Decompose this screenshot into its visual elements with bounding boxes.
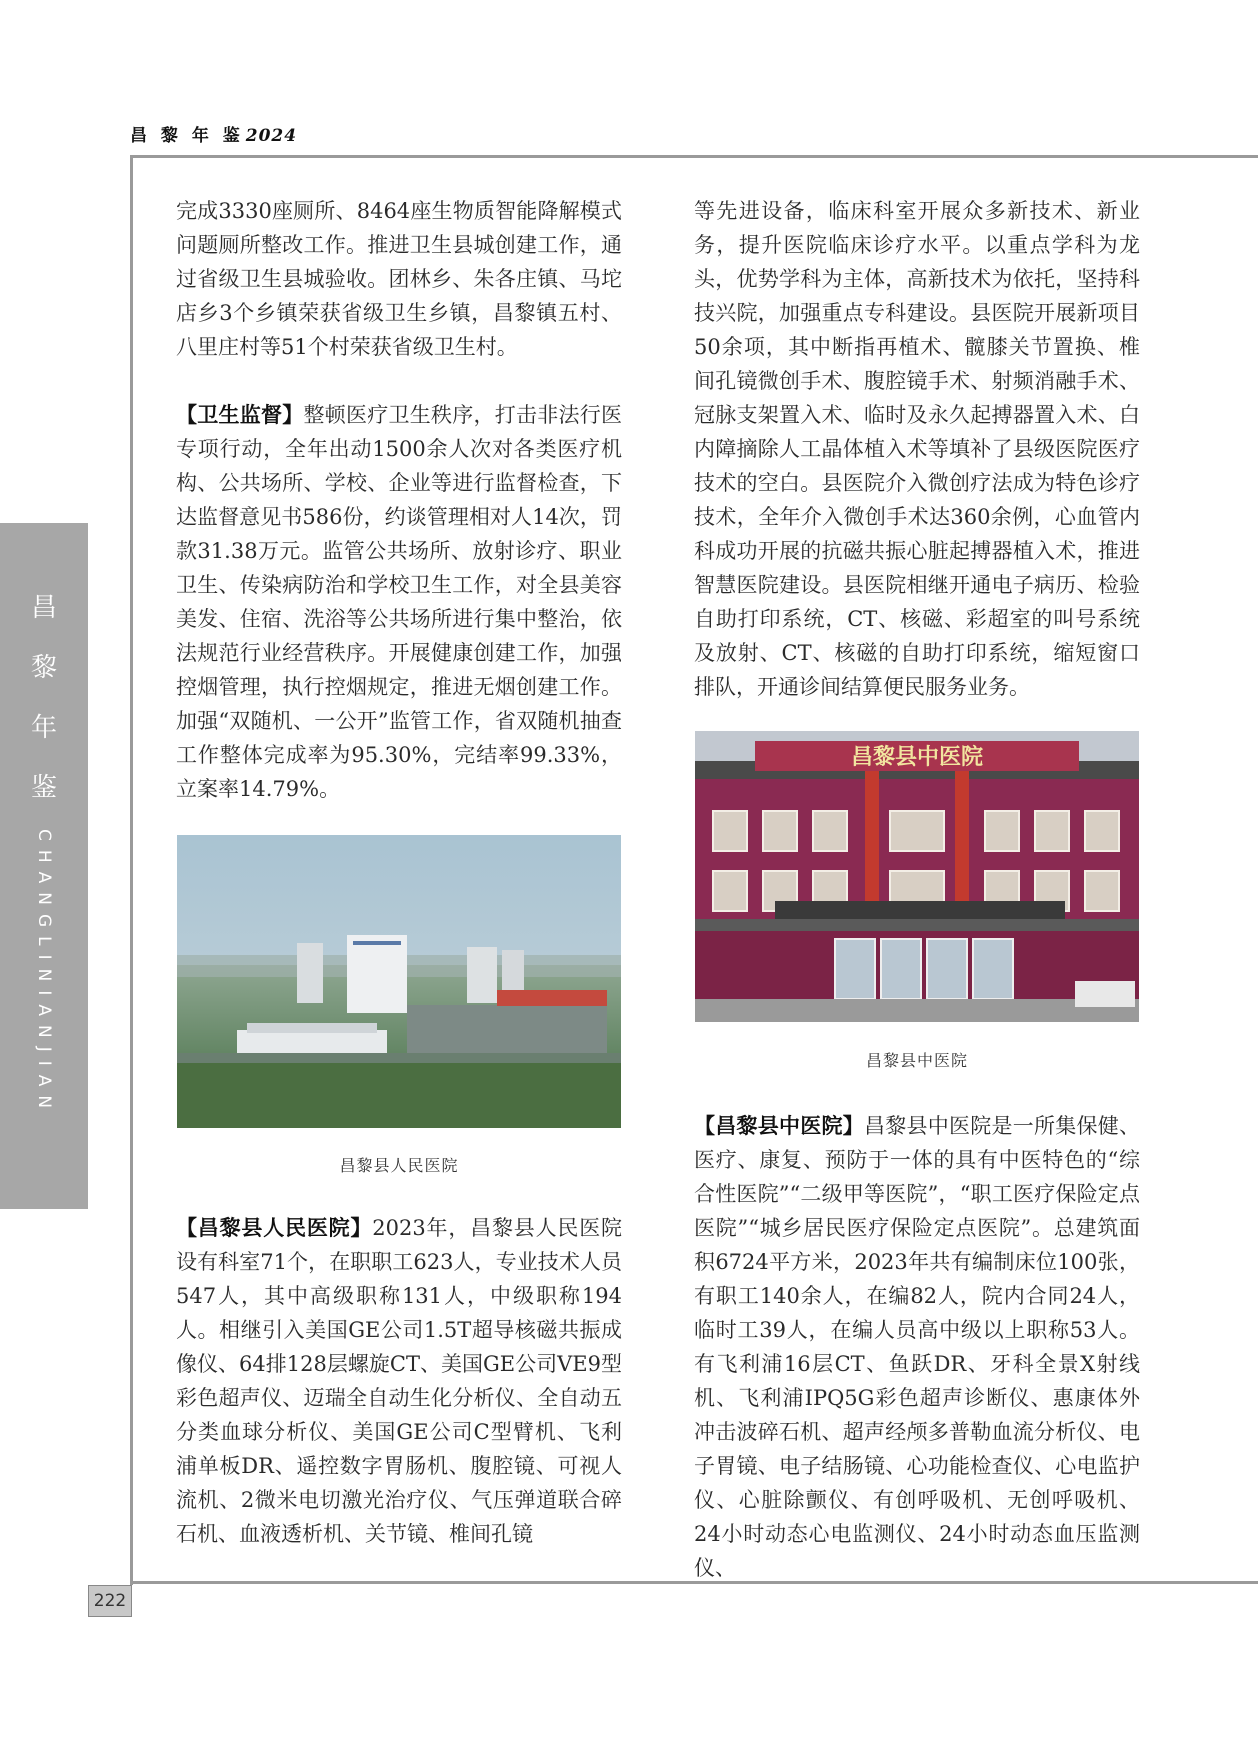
tcm-hospital-sign: 昌黎县中医院 [850,744,984,770]
paragraph-peoples-hospital-continued: 等先进设备，临床科室开展众多新技术、新业务，提升医院临床诊疗水平。以重点学科为龙头，优势学科为主体，高新技术为依托，坚持科技兴院，加强重点专科建设。县医院开展新项目50余项，其中断指再植术、髋膝关节置换、椎间孔镜微创手术、腹腔镜手术、射频消融手术、冠脉支架置入术、临时及永久起搏器置入术、白内障摘除人工晶体植入术等填补了县级医院医疗技术的空白。县医院介入微创疗法成为特色诊疗技术，全年介入微创手术达360余例，心血管内科成功开展的抗磁共振心脏起搏器植入术，推进智慧医院建设。县医院相继开通电子病历、检验自助打印系统，CT、核磁、彩超室的叫号系统及放射、CT、核磁的自助打印系统，缩短窗口排队，开通诊间结算便民服务业务。 [694,199,1140,699]
section-body: 整顿医疗卫生秩序，打击非法行医专项行动，全年出动1500余人次对各类医疗机构、公共场所、学校、企业等进行监督检查，下达监督意见书586份，约谈管理相对人14次，罚款31.38万元。监管公共场所、放射诊疗、职业卫生、传染病防治和学校卫生工作，对全县美容美发、住宿、洗浴等公共场所进行集中整治，依法规范行业经营秩序。开展健康创建工作，加强控烟管理，执行控烟规定，推进无烟创建工作。加强“双随机、一公开”监管工作，省双随机抽查工作整体完成率为95.30%，完结率99.33%，立案率14.79%。 [176,403,622,801]
side-tab-char: 黎 [30,653,57,683]
page-number: 222 [88,1585,132,1617]
side-tab-latin: CHANGLINIANJIAN [34,829,54,1118]
frame-left-rule [130,155,133,1585]
section-title: 【昌黎县中医院】 [694,1113,864,1138]
section-body: 2023年，昌黎县人民医院设有科室71个，在职职工623人，专业技术人员547人，其中高级职称131人，中级职称194人。相继引入美国GE公司1.5T超导核磁共振成像仪、64排128层螺旋CT、美国GE公司VE9型彩色超声仪、迈瑞全自动生化分析仪、全自动五分类血球分析仪、美国GE公司C型臂机、飞利浦单板DR、遥控数字胃肠机、腹腔镜、可视人流机、2微米电切激光治疗仪、气压弹道联合碎石机、血液透析机、关节镜、椎间孔镜 [176,1216,622,1546]
section-peoples-hospital [176,1211,622,1551]
caption-tcm-hospital: 昌黎县中医院 [865,1051,968,1070]
left-column-top [176,194,622,806]
photo-peoples-hospital [177,835,621,1128]
hospital-aerial-image [177,835,621,1128]
photo-tcm-hospital [695,731,1139,1022]
side-tab-char: 昌 [30,593,57,623]
tcm-hospital-facade-image [695,731,1139,1022]
section-health-supervision [176,398,622,806]
side-tab-char: 年 [30,713,57,743]
yearbook-year: 2024 [245,126,298,146]
left-column-bottom [176,1211,622,1551]
section-title: 【昌黎县人民医院】 [176,1215,373,1240]
right-column-top [694,194,1140,704]
section-title: 【卫生监督】 [176,402,304,427]
side-tab [0,523,88,1209]
caption-peoples-hospital: 昌黎县人民医院 [339,1156,459,1175]
section-tcm-hospital [694,1109,1140,1585]
side-tab-chars [31,523,57,801]
frame-top-rule [132,155,1258,158]
yearbook-title: 昌 黎 年 鉴 [130,126,244,146]
right-column-bottom [694,1109,1140,1585]
side-tab-char: 鉴 [30,773,57,803]
section-body: 昌黎县中医院是一所集保健、医疗、康复、预防于一体的具有中医特色的“综合性医院”“二级甲等医院”，“职工医疗保险定点医院”“城乡居民医疗保险定点医院”。总建筑面积6724平方米，2023年共有编制床位100张，有职工140余人，在编82人，院内合同24人，临时工39人，在编人员高中级以上职称53人。有飞利浦16层CT、鱼跃DR、牙科全景X射线机、飞利浦IPQ5G彩色超声诊断仪、惠康体外冲击波碎石机、超声经颅多普勒血流分析仪、电子胃镜、电子结肠镜、心功能检查仪、心电监护仪、心脏除颤仪、有创呼吸机、无创呼吸机、24小时动态心电监测仪、24小时动态血压监测仪、 [694,1114,1140,1580]
running-head [130,121,297,146]
paragraph-sanitation: 完成3330座厕所、8464座生物质智能降解模式问题厕所整改工作。推进卫生县城创建工作，通过省级卫生县城验收。团林乡、朱各庄镇、马坨店乡3个乡镇荣获省级卫生乡镇，昌黎镇五村、八里庄村等51个村荣获省级卫生村。 [176,199,622,359]
